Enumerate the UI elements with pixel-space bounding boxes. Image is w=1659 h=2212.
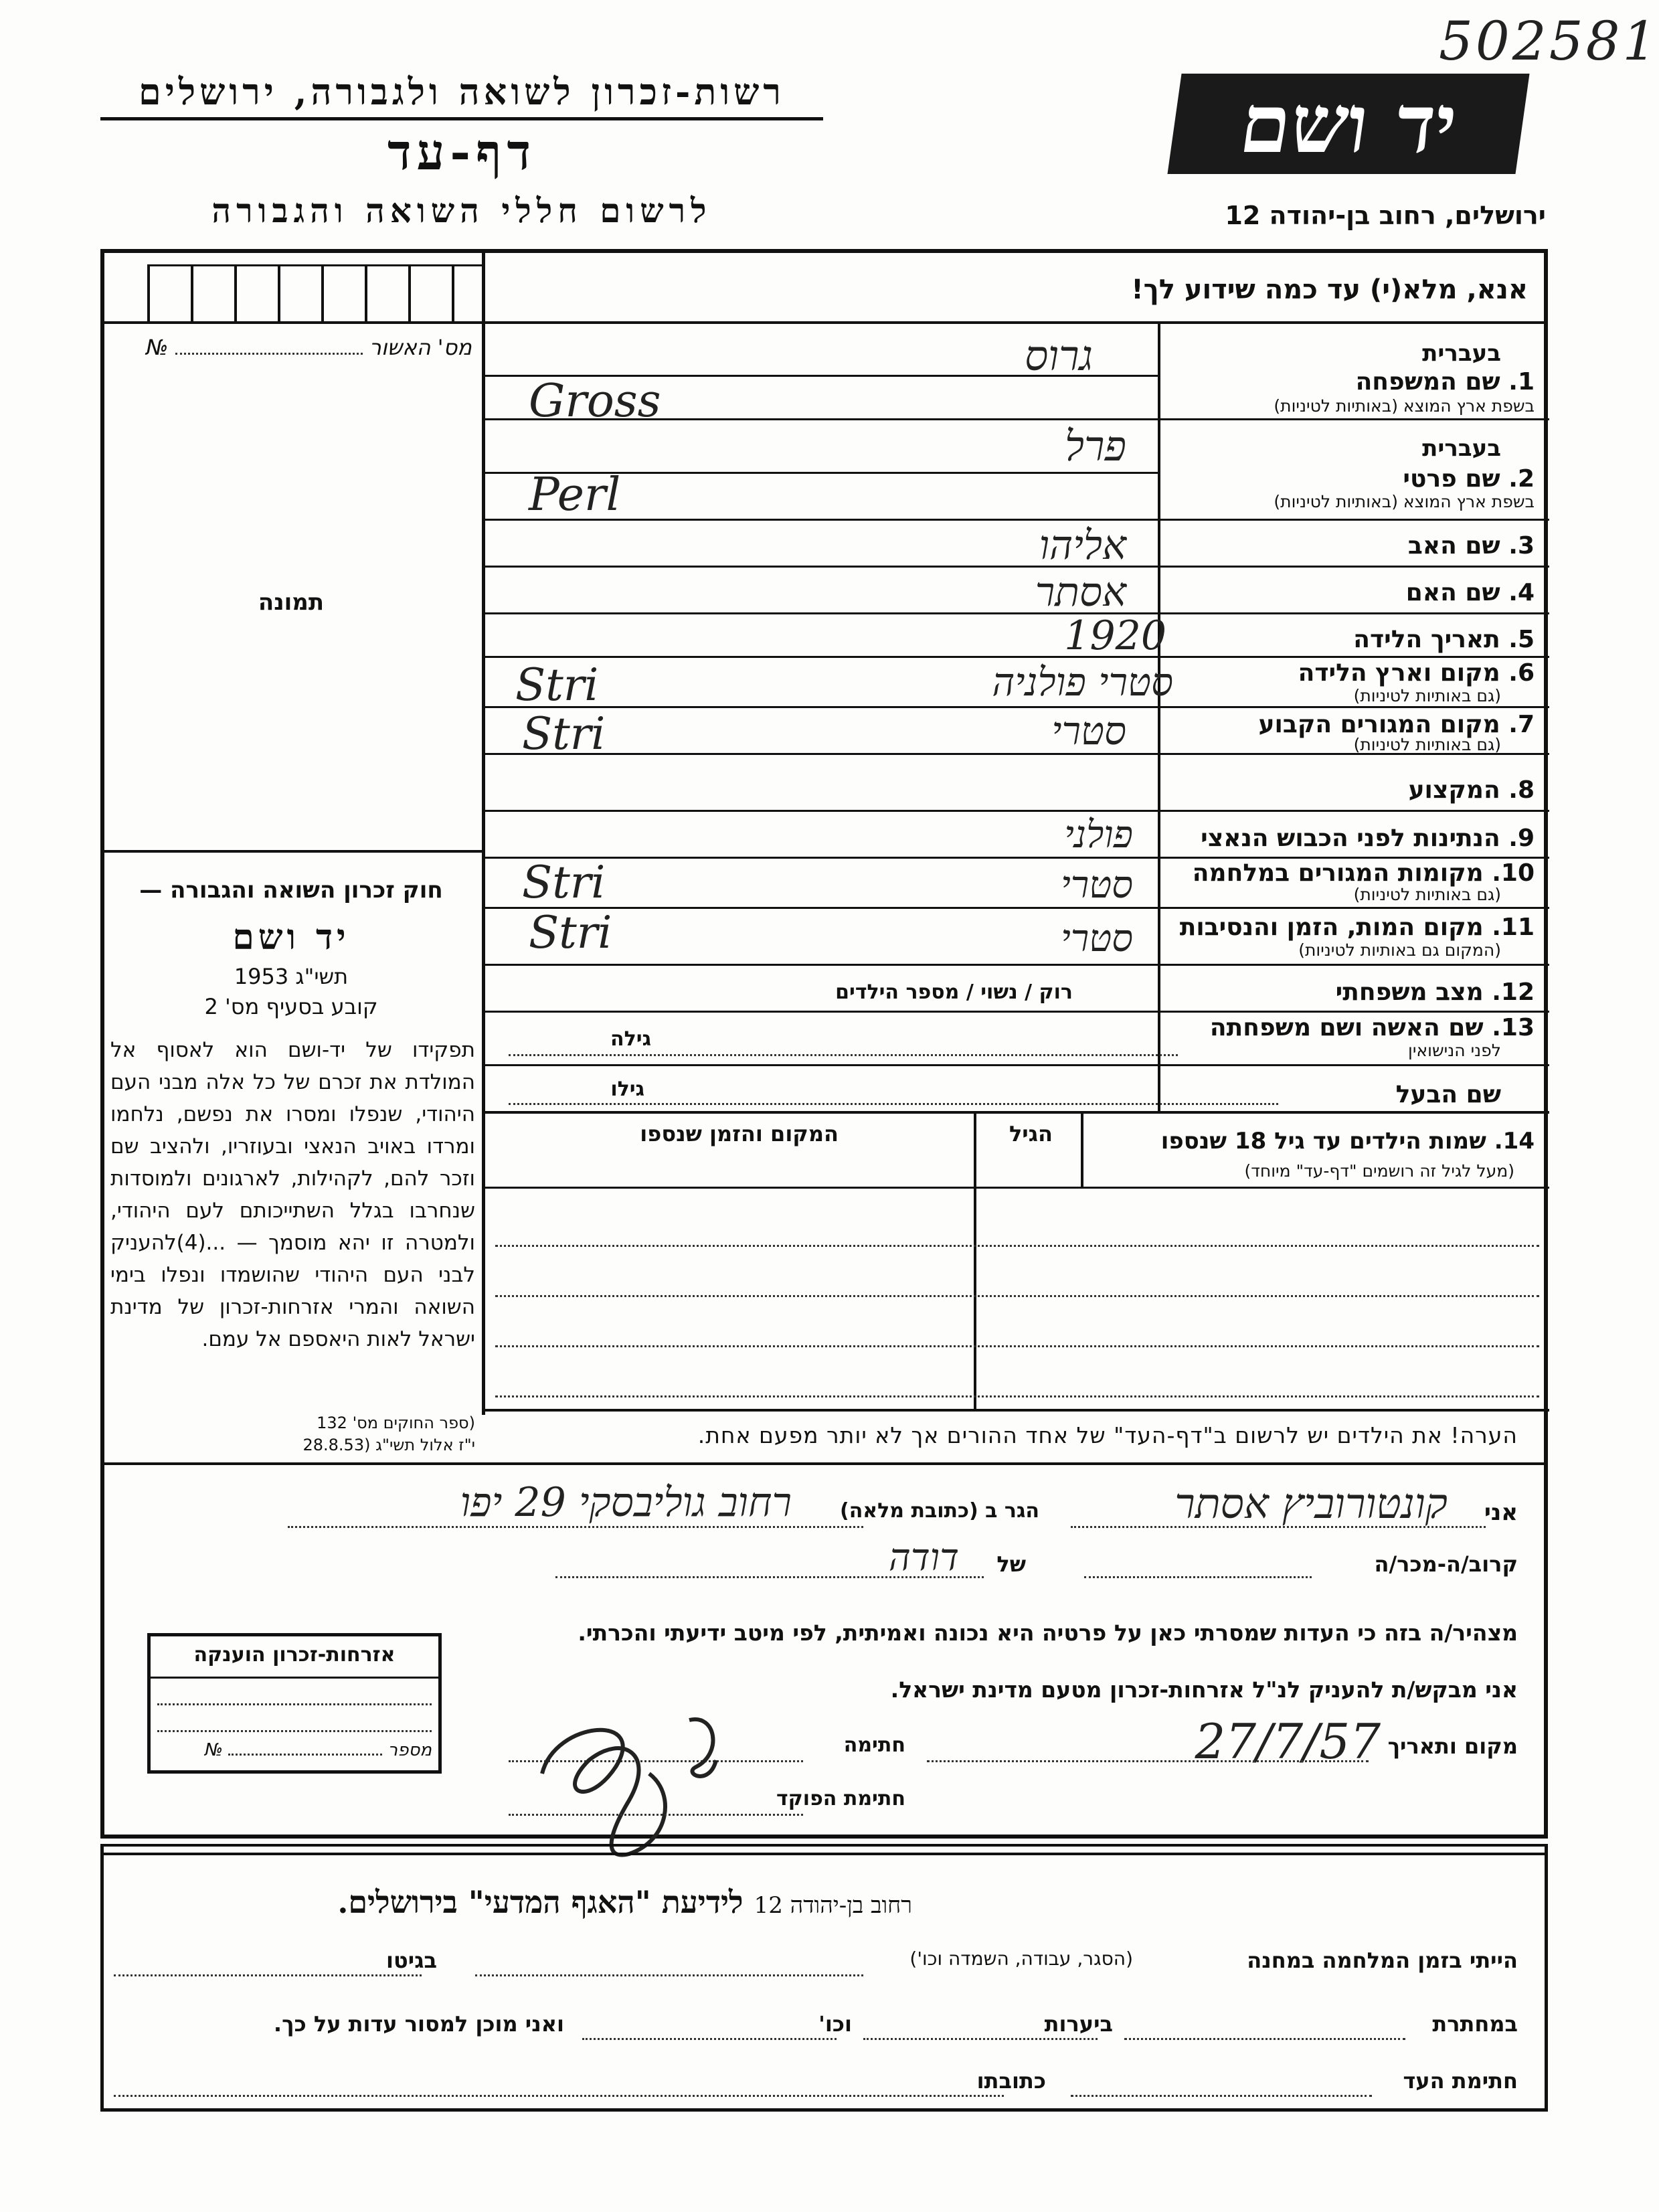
row-line-3	[485, 566, 1549, 568]
citizenship-title-rule	[151, 1677, 438, 1679]
row-line-11	[485, 964, 1549, 966]
id-tick-boxes	[147, 264, 482, 323]
field-2-label: 2. שם פרטי	[1403, 465, 1535, 493]
law-ref-1: (ספר החוקים מס' 132	[317, 1414, 475, 1432]
footer-line2-b: ביערות	[1044, 2011, 1113, 2037]
decl-of-label: של	[996, 1551, 1026, 1577]
decl-of-dots	[555, 1576, 984, 1578]
field-8-label: 8. המקצוע	[1408, 776, 1535, 804]
field-2-sub-latin: בשפת ארץ המוצא (באותיות לטיניות)	[1274, 492, 1535, 511]
field-2-value-latin: Perl	[529, 469, 621, 521]
field-9-label: 9. הנתינות לפני הכבוש הנאצי	[1201, 825, 1535, 852]
approval-label: מס' האשור	[369, 335, 472, 360]
row-line-4	[485, 612, 1549, 614]
decl-signature-label: חתימה	[843, 1733, 905, 1757]
decl-i-label: אני	[1484, 1499, 1518, 1526]
law-year: תשי"ג 1953	[234, 964, 349, 989]
field-4-label: 4. שם האם	[1405, 579, 1535, 606]
photo-area-bottom	[100, 850, 485, 853]
footer-line2-c: וכו'	[818, 2011, 852, 2037]
field-10-value-latin: Stri	[522, 857, 606, 908]
field-1-sub-hebrew: בעברית	[1422, 340, 1501, 367]
decl-statement: מצהיר/ה בזה כי העדות שמסרתי כאן על פרטיה היא נכונה ואמיתית, לפי מיטב ידיעתי והכרתי.	[578, 1620, 1518, 1646]
org-name: רשות-זכרון לשואה ולגבורה, ירושלים	[139, 70, 785, 113]
decl-inspector-label: חתימת הפוקד	[776, 1787, 905, 1810]
field-10-sub: (גם באותיות לטיניות)	[1353, 885, 1501, 904]
decl-address-value: רחוב גוליבסקי 29 יפו	[460, 1479, 792, 1526]
approval-number	[144, 335, 472, 360]
footer-title	[337, 1884, 912, 1920]
children-row-1	[495, 1245, 1539, 1247]
row-line-6	[485, 706, 1549, 708]
decl-i-dots	[1071, 1526, 1486, 1528]
field-2-value-he: פרל	[1065, 422, 1126, 471]
children-row-3	[495, 1345, 1539, 1347]
children-col-age: הגיל	[1009, 1121, 1053, 1146]
instruction-text: אנא, מלא(י) עד כמה שידוע לך!	[1131, 274, 1528, 305]
decl-relative-label: קרוב/ה-מכר/ה	[1374, 1551, 1518, 1577]
footer-line2-dots-1	[1124, 2038, 1405, 2040]
left-column-divider	[482, 249, 485, 1415]
footer-line2-a: במחתרת	[1432, 2011, 1518, 2037]
law-section: קובע בסעיף מס' 2	[204, 994, 378, 1019]
children-header-bottom	[485, 1187, 1549, 1189]
children-label: 14. שמות הילדים עד גיל 18 שנספו	[1160, 1128, 1535, 1155]
field-husband-value: גילו	[610, 1078, 644, 1101]
form-subtitle: לרשום חללי השואה והגבורה	[211, 191, 712, 230]
field-1-sub-latin: בשפת ארץ המוצא (באותיות לטיניות)	[1274, 396, 1535, 416]
row-line-14	[485, 1111, 1549, 1114]
approval-no-symbol: №	[146, 335, 169, 360]
field-6-label: 6. מקום וארץ הלידה	[1298, 659, 1535, 687]
row-line-9	[485, 857, 1549, 859]
decl-place-date-label: מקום ותאריך	[1387, 1733, 1518, 1759]
citizenship-box	[147, 1633, 442, 1774]
field-7-value: סטרי	[1051, 708, 1126, 754]
citizenship-dots-2	[157, 1730, 432, 1732]
footer-line1-b: (הסגר, עבודה, השמדה וכו')	[909, 1948, 1133, 1970]
citizenship-number-dots	[228, 1754, 382, 1756]
citizenship-number-symbol: №	[204, 1740, 224, 1760]
field-13-sub: לפני הנישואין	[1408, 1041, 1501, 1060]
row-line-10	[485, 907, 1549, 909]
children-sub: (מעל לגיל זה רושמים "דף-עד" מיוחד)	[1244, 1161, 1514, 1181]
address-text: ירושלים, רחוב בן-יהודה 12	[1225, 201, 1546, 230]
decl-i-value: קונטורוביץ אסתר	[1174, 1479, 1448, 1528]
field-1-value-he: גרוס	[1024, 331, 1093, 380]
row-line-5	[485, 656, 1549, 658]
form-title: דף-עד	[387, 124, 537, 181]
footer-line1-dots-1	[475, 1974, 863, 1976]
law-title: חוק זכרון השואה והגבורה —	[139, 877, 443, 904]
field-13-value: גילה	[610, 1027, 651, 1051]
note-text: הערה! את הילדים יש לרשום ב"דף-העד" של אחד ההורים אך לא יותר מפעם אחת.	[697, 1422, 1518, 1448]
label-column-divider	[1158, 324, 1160, 1114]
row-line-8	[485, 810, 1549, 812]
decl-date-value: 27/7/57	[1195, 1713, 1381, 1770]
logo-text: יד ושם	[1234, 76, 1463, 171]
children-col-divider-1	[974, 1114, 976, 1412]
footer-line2-d: ואני מוכן למסור עדות על כך.	[273, 2011, 564, 2037]
decl-resides-label: הגר ב (כתובת מלאה)	[839, 1499, 1039, 1523]
approval-dots	[175, 353, 363, 355]
decl-inspector-dots	[509, 1814, 803, 1816]
field-5-label: 5. תאריך הלידה	[1353, 626, 1535, 653]
field-6-value-latin: Stri	[515, 659, 599, 711]
note-row-bottom	[100, 1462, 1548, 1465]
husband-name-dots	[509, 1103, 1278, 1105]
footer-line3-b: כתובתו	[976, 2068, 1046, 2094]
footer-line3-a: חתימת העד	[1403, 2068, 1518, 2094]
row-line-12	[485, 1011, 1549, 1013]
field-10-value: סטרי	[1061, 863, 1133, 907]
field-4-value: אסתר	[1035, 569, 1126, 616]
footer-line1-dots-2	[114, 1974, 422, 1976]
citizenship-number	[157, 1740, 432, 1760]
field-7-label: 7. מקום המגורים הקבוע	[1258, 711, 1535, 738]
law-text: תפקידו של יד-ושם הוא לאסוף אל המולדת את זכרם של כל אלה מבני העם היהודי, שנפלו ומסרו את נפשם, נלחמו ומרדו באויב הנאצי ובעוזריו, ולהציב שם וזכר להם, לקהילות, לארגונים ולמוסדות שנחרבו בגלל השתייכותם לעם היהודי, ולמטרה זו יהא מוסמך — ...(4)להעניק לבני העם היהודי שהושמדו ונפלו בימי השואה והמרי אזרחות-זכרון של מדינת ישראל לאות היאספם אל עמם.	[110, 1038, 475, 1351]
footer-line2-dots-3	[582, 2038, 837, 2040]
footer-line1-c: בגיטו	[386, 1948, 437, 1973]
field-10-label: 10. מקומות המגורים במלחמה	[1192, 859, 1535, 887]
field-11-label: 11. מקום המות, הזמן והנסיבות	[1179, 914, 1535, 941]
children-row-4	[495, 1395, 1539, 1397]
law-ref-2: י"ז אלול תשי"ג (28.8.53	[302, 1436, 475, 1454]
footer-title-text: לידיעת "האגף המדעי" בירושלים.	[337, 1884, 744, 1920]
footer-line2-dots-2	[863, 2038, 1098, 2040]
footer-title-address: רחוב בן-יהודה 12	[754, 1892, 912, 1919]
note-row-top	[482, 1409, 1549, 1412]
children-row-2	[495, 1295, 1539, 1297]
field-11-value-latin: Stri	[529, 907, 612, 958]
field-1-label: 1. שם המשפחה	[1355, 368, 1535, 396]
row-line-13	[485, 1064, 1549, 1066]
header-rule	[100, 117, 823, 120]
field-12-value: רוק / נשוי / מספר הילדים	[835, 981, 1073, 1004]
field-13-label: 13. שם האשה ושם משפחתה	[1209, 1014, 1535, 1041]
row-line-2b	[485, 519, 1549, 521]
field-3-label: 3. שם האב	[1407, 532, 1535, 560]
decl-relative-dots	[1084, 1576, 1312, 1578]
field-husband-label: שם הבעל	[1395, 1081, 1501, 1108]
field-1-value-latin: Gross	[529, 375, 661, 428]
field-6-sub: (גם באותיות לטיניות)	[1353, 686, 1501, 705]
citizenship-dots-1	[157, 1703, 432, 1705]
citizenship-title: אזרחות-זכרון הוענקה	[193, 1643, 396, 1667]
wife-name-dots	[509, 1054, 1178, 1056]
children-col-divider-2	[1081, 1114, 1083, 1187]
photo-label: תמונה	[258, 589, 325, 616]
field-5-value: 1920	[1064, 612, 1166, 659]
field-11-value: סטרי	[1061, 917, 1133, 960]
law-name: יד ושם	[232, 917, 350, 958]
field-3-value: אליהו	[1039, 522, 1126, 569]
children-col-place: המקום והזמן שנספו	[640, 1121, 839, 1146]
field-11-sub: (המקום גם באותיות לטיניות)	[1298, 940, 1501, 960]
citizenship-number-label: מספר	[387, 1740, 432, 1760]
footer-line3-dots-1	[1071, 2095, 1372, 2097]
field-7-sub: (גם באותיות לטיניות)	[1353, 735, 1501, 754]
archive-number: 502581	[1439, 10, 1659, 72]
field-12-label: 12. מצב משפחתי	[1335, 979, 1535, 1006]
field-9-value: פולני	[1064, 813, 1133, 857]
decl-of-value: דודה	[889, 1536, 959, 1580]
decl-request: אני מבקש/ת להעניק לנ"ל אזרחות-זכרון מטעם מדינת ישראל.	[890, 1677, 1518, 1703]
decl-address-dots	[288, 1526, 863, 1528]
yad-vashem-logo	[1167, 74, 1529, 174]
footer-line3-dots-2	[114, 2095, 1004, 2097]
field-7-value-latin: Stri	[522, 708, 606, 760]
decl-date-dots	[927, 1760, 1369, 1762]
field-2-sub-hebrew: בעברית	[1422, 435, 1501, 462]
footer-line1-a: הייתי בזמן המלחמה במחנה	[1247, 1948, 1518, 1973]
field-6-value: סטרי פולניה	[992, 659, 1173, 705]
